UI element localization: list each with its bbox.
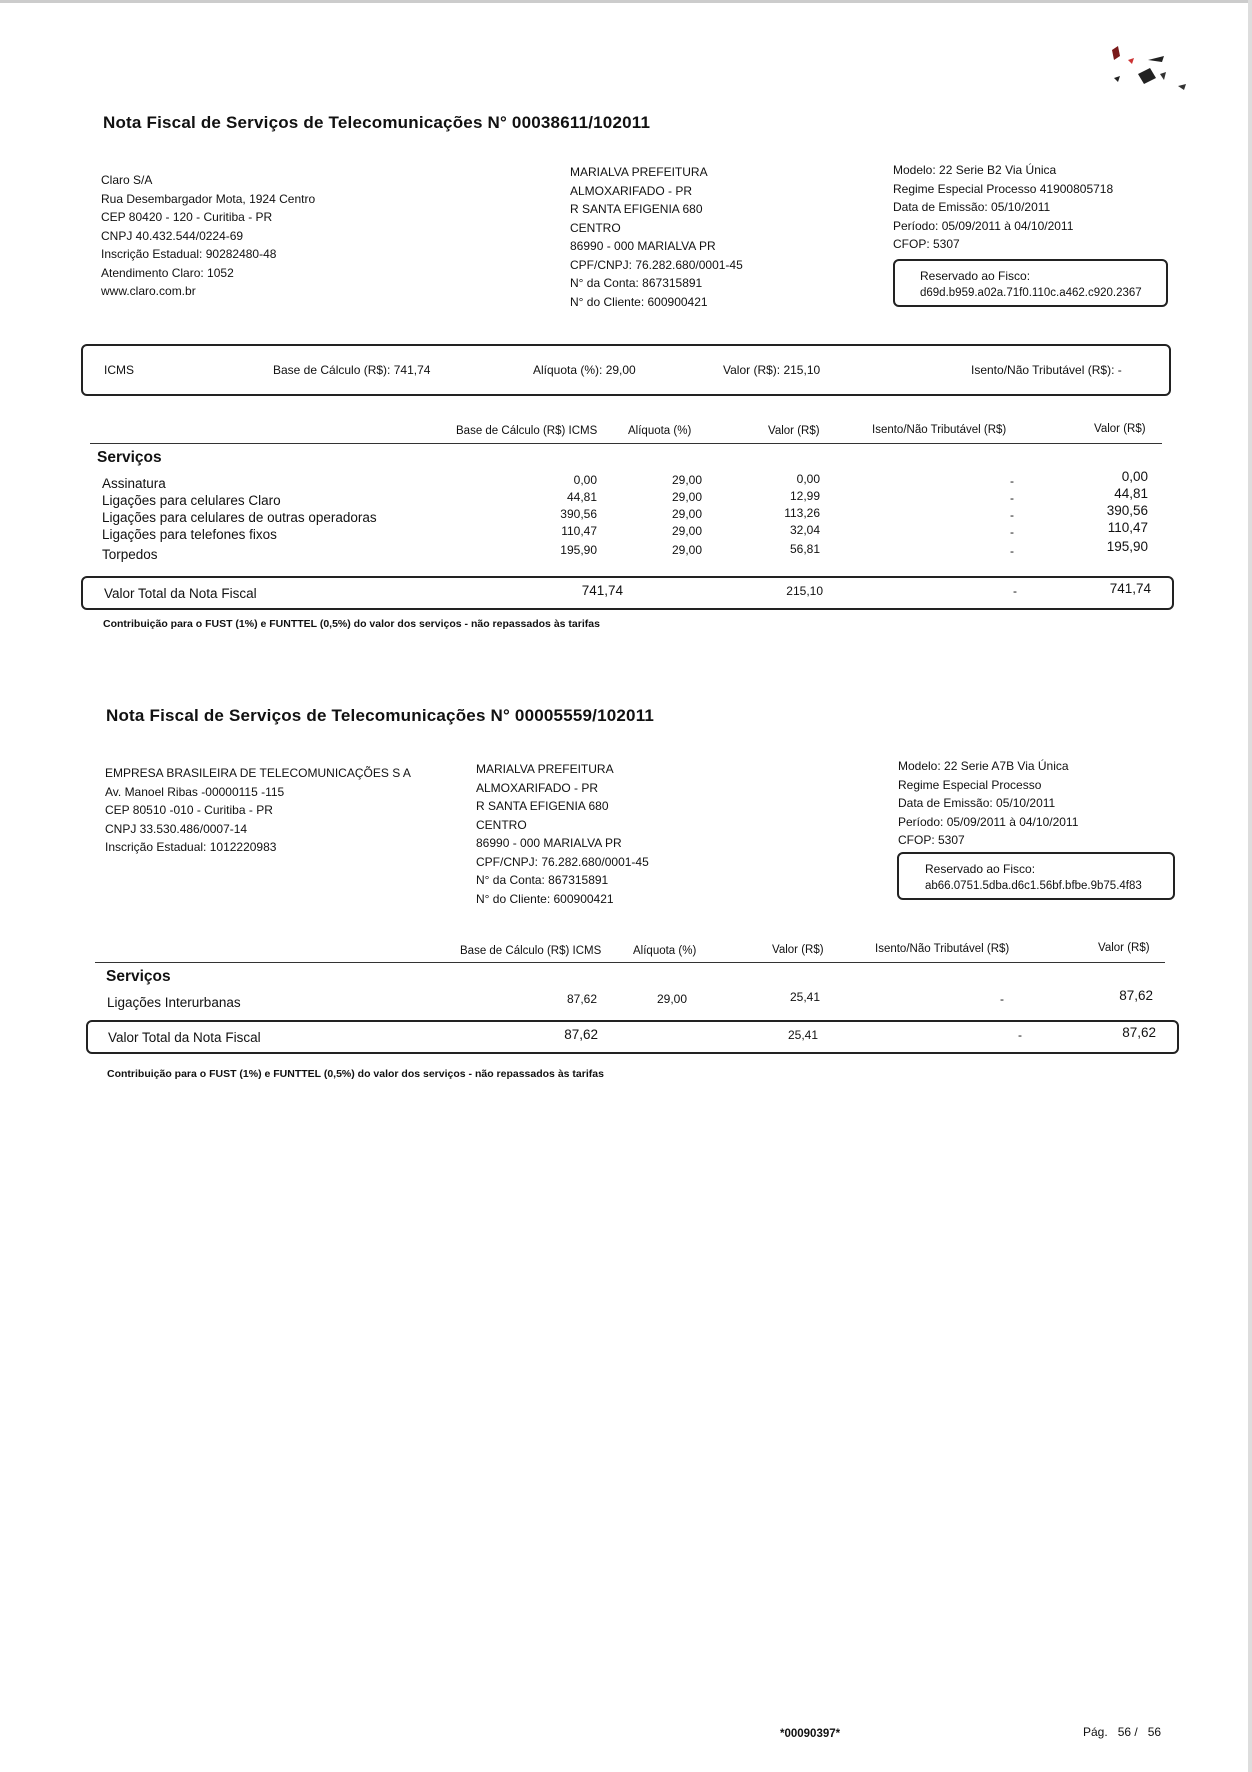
info-line: Período: 05/09/2011 à 04/10/2011 (893, 218, 1074, 233)
row-base: 195,90 (560, 543, 597, 557)
issuer-line: CNPJ 33.530.486/0007-14 (105, 821, 248, 836)
client-line: CENTRO (570, 220, 621, 235)
client-line: N° do Cliente: 600900421 (570, 294, 708, 309)
issuer-line: Av. Manoel Ribas -00000115 -115 (105, 784, 285, 799)
issuer-line: CNPJ 40.432.544/0224-69 (101, 228, 244, 243)
total-isento: - (1018, 1028, 1022, 1042)
issuer-line: EMPRESA BRASILEIRA DE TELECOMUNICAÇÕES S A (105, 766, 411, 780)
row-total: 110,47 (1107, 520, 1148, 535)
total-base: 741,74 (581, 583, 623, 598)
nota1-icms-box (81, 344, 1171, 396)
info-line: Modelo: 22 Serie A7B Via Única (898, 759, 1069, 773)
fisco-code: ab66.0751.5dba.d6c1.56bf.bfbe.9b75.4f83 (925, 880, 1142, 892)
issuer-line: www.claro.com.br (101, 284, 196, 298)
fisco-code: d69d.b959.a02a.71f0.110c.a462.c920.2367 (920, 287, 1142, 299)
nota2-title: Nota Fiscal de Serviços de Telecomunicações N° 00005559/102011 (106, 706, 655, 725)
header-rule (95, 962, 1165, 963)
row-name: Assinatura (102, 476, 166, 491)
client-line: 86990 - 000 MARIALVA PR (476, 836, 622, 850)
nota1-total-box (81, 576, 1174, 610)
nota1-fisco-box (893, 259, 1168, 307)
row-base: 390,56 (560, 507, 597, 521)
issuer-line: CEP 80510 -010 - Curitiba - PR (105, 803, 273, 817)
issuer-line: Rua Desembargador Mota, 1924 Centro (101, 191, 316, 206)
icms-isento: Isento/Não Tributável (R$): - (971, 363, 1122, 377)
info-line: CFOP: 5307 (898, 833, 965, 847)
row-name: Ligações Interurbanas (107, 995, 241, 1010)
col-header-valor: Valor (R$) (768, 425, 820, 437)
nota2-info-block (898, 757, 1078, 850)
col-header-isento: Isento/Não Tributável (R$) (872, 424, 1007, 436)
issuer-line: CEP 80420 - 120 - Curitiba - PR (101, 210, 273, 224)
issuer-line: Atendimento Claro: 1052 (101, 265, 234, 280)
nota1-title: Nota Fiscal de Serviços de Telecomunicações N° 00038611/102011 (103, 113, 651, 132)
icms-valor: Valor (R$): 215,10 (723, 363, 821, 377)
row-valor: 56,81 (789, 542, 820, 556)
row-valor: 0,00 (796, 472, 820, 486)
col-header-base: Base de Cálculo (R$) ICMS (456, 425, 598, 437)
col-header-total: Valor (R$) (1094, 423, 1146, 435)
client-line: CENTRO (476, 817, 527, 832)
total-valor: 25,41 (787, 1028, 818, 1042)
row-total: 0,00 (1121, 469, 1148, 484)
fisco-label: Reservado ao Fisco: (925, 862, 1036, 876)
total-valor: 215,10 (786, 584, 823, 598)
servicos-label: Serviços (97, 449, 162, 466)
col-header-valor: Valor (R$) (772, 944, 824, 956)
total-total: 741,74 (1109, 581, 1151, 596)
row-aliquota: 29,00 (671, 473, 702, 487)
row-isento: - (1010, 474, 1014, 488)
row-isento: - (1010, 525, 1014, 539)
row-name: Torpedos (102, 547, 158, 562)
row-base: 87,62 (566, 992, 597, 1006)
client-line: CPF/CNPJ: 76.282.680/0001-45 (570, 257, 743, 272)
scan-right-edge (1248, 0, 1252, 1772)
col-header-base: Base de Cálculo (R$) ICMS (460, 945, 602, 957)
nota2-issuer-block (105, 764, 411, 857)
fisco-label: Reservado ao Fisco: (920, 269, 1031, 283)
info-line: Data de Emissão: 05/10/2011 (898, 796, 1056, 810)
info-line: Período: 05/09/2011 à 04/10/2011 (898, 814, 1079, 829)
client-line: ALMOXARIFADO - PR (476, 780, 599, 795)
header-rule (90, 443, 1162, 444)
client-line: N° da Conta: 867315891 (570, 276, 703, 290)
total-total: 87,62 (1122, 1025, 1156, 1040)
row-name: Ligações para celulares Claro (102, 493, 281, 508)
row-valor: 32,04 (789, 523, 820, 537)
row-base: 110,47 (561, 524, 597, 538)
issuer-line: Claro S/A (101, 173, 153, 187)
row-aliquota: 29,00 (671, 507, 702, 521)
client-line: N° do Cliente: 600900421 (476, 891, 614, 906)
client-line: 86990 - 000 MARIALVA PR (570, 239, 716, 253)
col-header-isento: Isento/Não Tributável (R$) (875, 943, 1010, 955)
icms-base: Base de Cálculo (R$): 741,74 (273, 363, 431, 377)
total-label: Valor Total da Nota Fiscal (108, 1030, 261, 1045)
nota2-client-block (476, 760, 649, 908)
client-line: MARIALVA PREFEITURA (570, 165, 708, 179)
row-valor: 12,99 (789, 489, 820, 503)
client-line: N° da Conta: 867315891 (476, 873, 609, 887)
row-isento: - (1010, 491, 1014, 505)
page-number: Pág. 56 / 56 (1083, 1725, 1162, 1739)
row-aliquota: 29,00 (656, 992, 687, 1006)
row-total: 87,62 (1119, 988, 1153, 1003)
nota1-info-block (893, 161, 1113, 254)
client-line: MARIALVA PREFEITURA (476, 762, 614, 776)
row-aliquota: 29,00 (671, 524, 702, 538)
row-base: 0,00 (573, 473, 597, 487)
barcode-text: *00090397* (780, 1728, 841, 1740)
total-isento: - (1013, 584, 1017, 598)
info-line: Regime Especial Processo (898, 777, 1042, 792)
row-valor: 25,41 (789, 990, 820, 1004)
nota1-footnote: Contribuição para o FUST (1%) e FUNTTEL (0,5%) do valor dos serviços - não repassados às tarifas (103, 618, 600, 630)
info-line: Data de Emissão: 05/10/2011 (893, 200, 1051, 214)
nota2-footnote: Contribuição para o FUST (1%) e FUNTTEL (0,5%) do valor dos serviços - não repassados às tarifas (107, 1068, 604, 1080)
row-total: 195,90 (1106, 539, 1148, 554)
row-valor: 113,26 (784, 506, 820, 520)
info-line: Regime Especial Processo 41900805718 (893, 181, 1114, 196)
client-line: R SANTA EFIGENIA 680 (570, 202, 703, 216)
row-name: Ligações para celulares de outras operadoras (102, 510, 377, 525)
row-base: 44,81 (566, 490, 597, 504)
row-isento: - (1010, 508, 1014, 522)
scan-top-edge (0, 0, 1252, 3)
col-header-total: Valor (R$) (1098, 942, 1150, 954)
row-aliquota: 29,00 (671, 490, 702, 504)
issuer-line: Inscrição Estadual: 90282480-48 (101, 247, 277, 261)
icms-label: ICMS (104, 363, 134, 377)
nota2-fisco-box (897, 852, 1175, 900)
servicos-label: Serviços (106, 968, 171, 985)
nota2-total-box (86, 1020, 1179, 1054)
col-header-aliquota: Alíquota (%) (628, 425, 692, 437)
row-total: 44,81 (1114, 486, 1148, 501)
col-header-aliquota: Alíquota (%) (633, 945, 697, 957)
nota1-issuer-block (101, 171, 315, 301)
icms-aliquota: Alíquota (%): 29,00 (533, 363, 636, 377)
issuer-line: Inscrição Estadual: 1012220983 (105, 840, 277, 854)
row-aliquota: 29,00 (671, 543, 702, 557)
client-line: CPF/CNPJ: 76.282.680/0001-45 (476, 854, 649, 869)
row-isento: - (1000, 992, 1004, 1006)
client-line: R SANTA EFIGENIA 680 (476, 799, 609, 813)
total-label: Valor Total da Nota Fiscal (104, 586, 257, 601)
nota1-client-block (570, 163, 743, 311)
logo-mark-icon (1090, 44, 1210, 104)
row-isento: - (1010, 544, 1014, 558)
info-line: CFOP: 5307 (893, 237, 960, 251)
total-base: 87,62 (564, 1027, 598, 1042)
row-total: 390,56 (1106, 503, 1148, 518)
client-line: ALMOXARIFADO - PR (570, 183, 693, 198)
row-name: Ligações para telefones fixos (102, 527, 277, 542)
info-line: Modelo: 22 Serie B2 Via Única (893, 163, 1057, 177)
